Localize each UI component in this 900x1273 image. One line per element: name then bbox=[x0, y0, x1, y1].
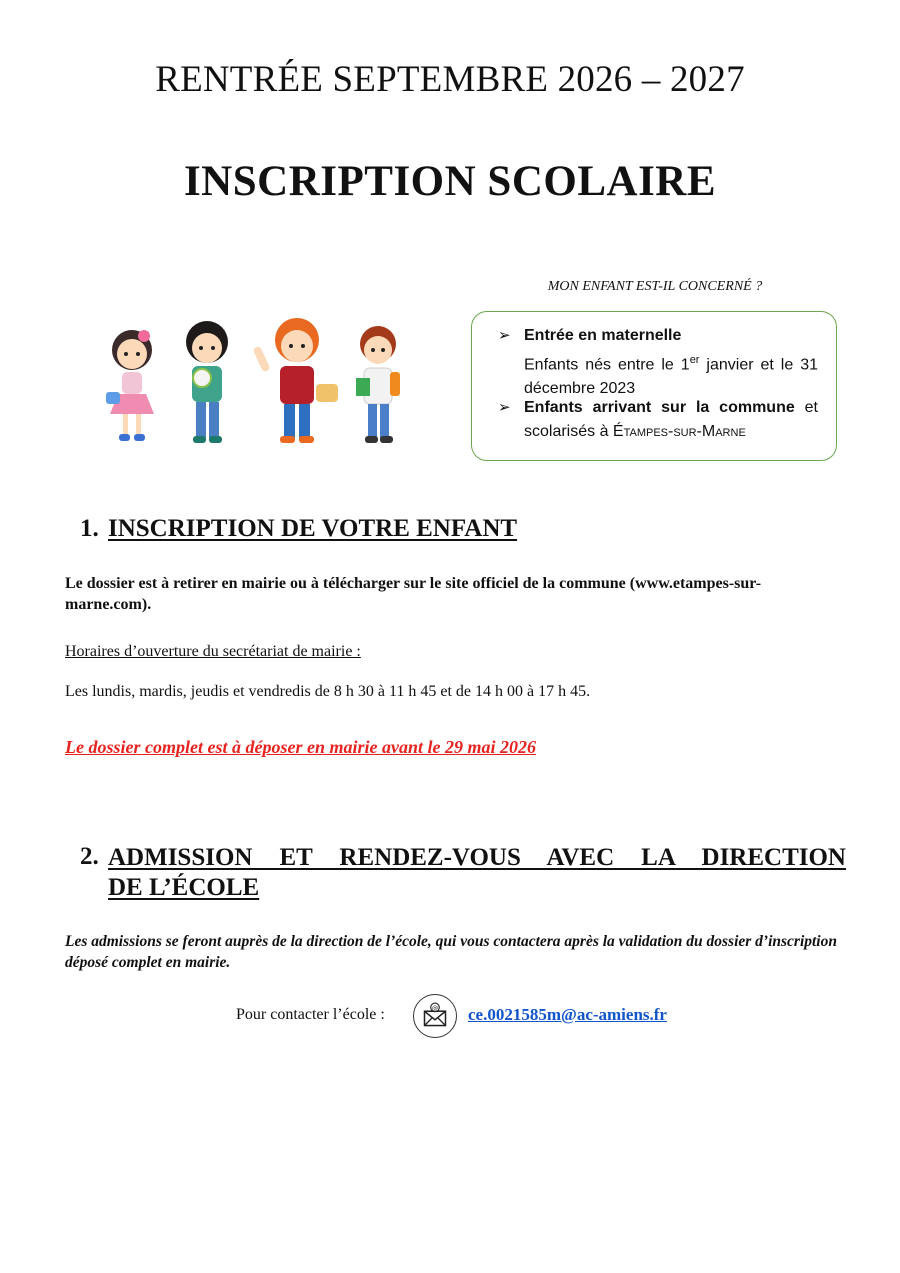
arrow-bullet-icon: ➢ bbox=[498, 399, 511, 416]
opening-hours: Les lundis, mardis, jeudis et vendredis de 8 h 30 à 11 h 45 et de 14 h 00 à 17 h 45. bbox=[65, 683, 591, 700]
criteria-birth-year: décembre 2023 bbox=[524, 380, 636, 398]
section-1-number: 1. bbox=[80, 515, 99, 542]
criteria-title: Entrée en maternelle bbox=[524, 327, 682, 344]
child-girl-flowers bbox=[186, 321, 228, 443]
email-envelope-icon bbox=[413, 994, 457, 1038]
children-illustration bbox=[92, 310, 422, 450]
criteria-item-new-arrivals: Enfants arrivant sur la commune et scolarisés à Étampes-sur-Marne bbox=[524, 399, 818, 440]
main-title: INSCRIPTION SCOLAIRE bbox=[183, 158, 717, 205]
concerned-box bbox=[471, 311, 837, 461]
criteria-item-maternelle bbox=[524, 324, 818, 401]
contact-label: Pour contacter l’école : bbox=[236, 1006, 385, 1023]
dossier-info: Le dossier est à retirer en mairie ou à télécharger sur le site officiel de la commune (www.etampes-sur-marne.com). bbox=[65, 575, 762, 613]
svg-text:@: @ bbox=[431, 1004, 439, 1012]
arrow-bullet-icon: ➢ bbox=[498, 327, 511, 344]
admission-info: Les admissions se feront auprès de la direction de l’école, qui vous contactera après la validation du dossier d’inscription déposé complet en mairie. bbox=[65, 933, 837, 971]
criteria-title: Enfants arrivant sur la commune bbox=[524, 399, 795, 416]
section-1-title: INSCRIPTION DE VOTRE ENFANT bbox=[108, 515, 518, 542]
school-email-link[interactable]: ce.0021585m@ac-amiens.fr bbox=[468, 1005, 667, 1024]
hours-label: Horaires d’ouverture du secrétariat de mairie : bbox=[65, 643, 361, 660]
child-boy-book bbox=[356, 326, 400, 443]
child-boy-waving bbox=[252, 318, 338, 443]
page-title: RENTRÉE SEPTEMBRE 2026 – 2027 bbox=[155, 59, 745, 100]
section-2-number: 2. bbox=[80, 843, 99, 870]
criteria-birth-line: Enfants nés entre le 1er janvier et le 31 bbox=[524, 354, 818, 374]
child-girl-pink bbox=[106, 330, 154, 441]
deadline-notice: Le dossier complet est à déposer en mairie avant le 29 mai 2026 bbox=[65, 737, 536, 757]
section-2-title: ADMISSION ET RENDEZ-VOUS AVEC LA DIRECTION DE L’ÉCOLE bbox=[108, 844, 846, 901]
town-name: Étampes-sur-Marne bbox=[612, 423, 746, 440]
concerned-question: MON ENFANT EST-IL CONCERNÉ ? bbox=[547, 279, 763, 294]
